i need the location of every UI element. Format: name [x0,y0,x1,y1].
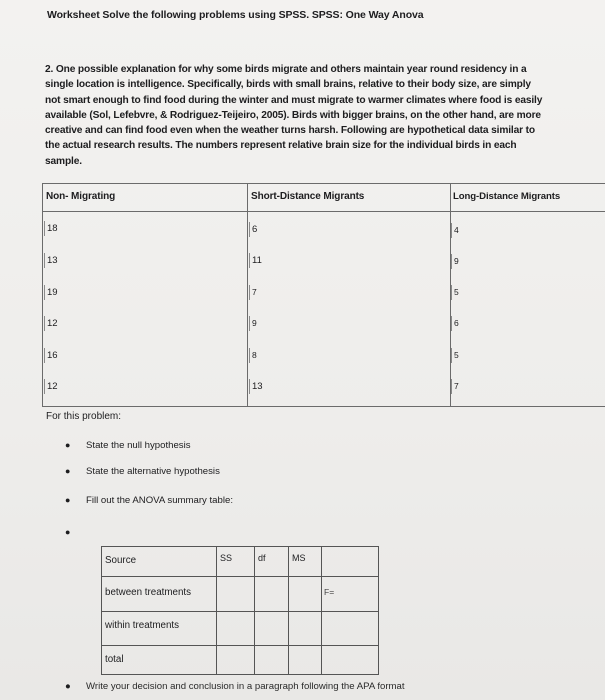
instruction-text: State the alternative hypothesis [86,466,220,477]
for-problem-label: For this problem: [46,411,122,422]
long-distance-value: 6 [451,316,459,331]
long-distance-value: 5 [451,348,459,363]
bullet-icon: ● [65,681,71,692]
short-distance-value: 8 [249,348,257,363]
f-statistic-label: F= [324,587,335,597]
anova-row-within: within treatments [105,620,180,631]
short-distance-value: 11 [249,253,262,268]
header-long-distance: Long-Distance Migrants [453,191,561,202]
bullet-icon: ● [65,466,71,476]
long-distance-value: 9 [451,254,459,269]
final-instruction-text: Write your decision and conclusion in a paragraph following the APA format [86,681,405,692]
non-migrating-value: 12 [44,379,58,394]
instruction-text: Fill out the ANOVA summary table: [86,495,233,506]
column-divider [247,184,248,406]
header-non-migrating: Non- Migrating [46,191,116,202]
row-divider [102,576,378,577]
anova-summary-table [101,546,379,675]
anova-header-source: Source [105,555,137,566]
row-divider [102,645,378,646]
long-distance-value: 5 [451,285,459,300]
long-distance-value: 7 [451,379,459,394]
non-migrating-value: 13 [44,253,58,268]
birds-data-table [42,183,605,407]
worksheet-title: Worksheet Solve the following problems using SPSS. SPSS: One Way Anova [47,9,424,21]
non-migrating-value: 19 [44,285,58,300]
anova-header-df: df [258,553,266,563]
instruction-text: State the null hypothesis [86,440,191,451]
short-distance-value: 7 [249,285,257,300]
short-distance-value: 9 [249,316,257,331]
non-migrating-value: 16 [44,348,58,363]
short-distance-value: 6 [249,222,257,237]
anova-header-ms: MS [292,553,306,563]
bullet-icon: ● [65,527,71,537]
anova-row-total: total [105,654,124,665]
non-migrating-value: 18 [44,221,58,236]
anova-row-between: between treatments [105,587,192,598]
bullet-icon: ● [65,495,71,505]
non-migrating-value: 12 [44,316,58,331]
long-distance-value: 4 [451,223,459,238]
row-divider [102,611,378,612]
short-distance-value: 13 [249,379,263,394]
bullet-icon: ● [65,440,71,450]
header-short-distance: Short-Distance Migrants [251,191,365,202]
anova-header-ss: SS [220,553,233,563]
problem-text: 2. One possible explanation for why some birds migrate and others maintain year round residency in a single location is intelligence. Specifically, birds with small brains, relative to their body size, are simply not smart enough to find food during the winter and must migrate to warmer climates where food is easily available (Sol, Lefebvre, & Rodriguez-Teijeiro, 2005). Birds with bigger brains, on the other hand, are more creative and can find food even when the weather turns harsh. Following are hypothetical data similar to the actual research results. The numbers represent relative brain size for the individual birds in each sample. [45,64,543,167]
